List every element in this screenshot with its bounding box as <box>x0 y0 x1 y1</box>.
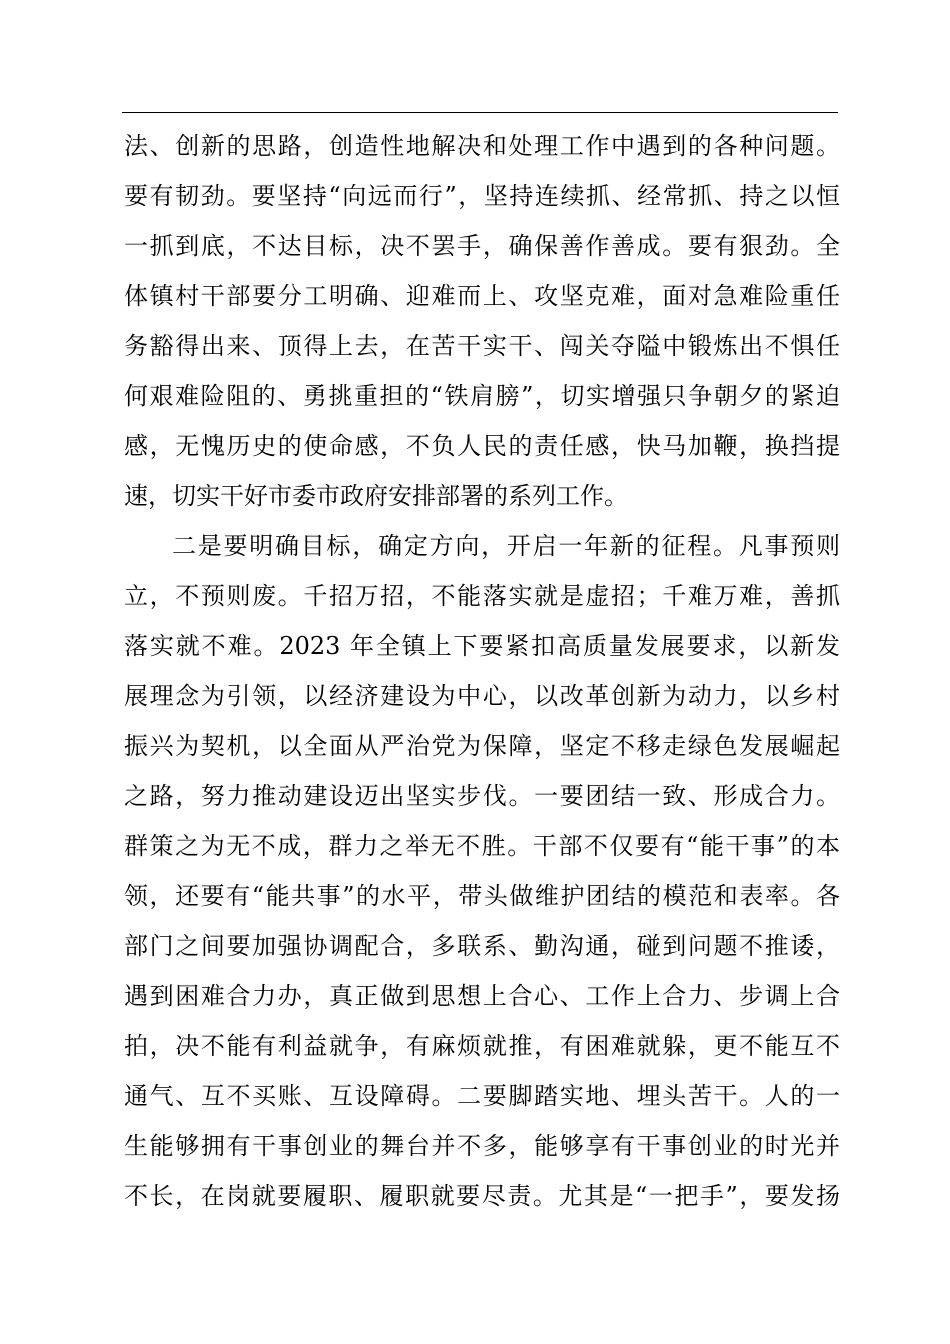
body-text <box>124 121 840 1221</box>
text-line: 领，还要有“能共事”的水平，带头做维护团结的模范和表率。各 <box>124 882 840 910</box>
text-line: 振兴为契机，以全面从严治党为保障，坚定不移走绿色发展崛起 <box>124 732 840 760</box>
text-line: 立，不预则废。千招万招，不能落实就是虚招；千难万难，善抓 <box>124 582 840 610</box>
text-line: 体镇村干部要分工明确、迎难而上、攻坚克难，面对急难险重任 <box>124 282 840 310</box>
text-line: 落实就不难。2023 年全镇上下要紧扣高质量发展要求，以新发 <box>124 632 840 660</box>
text-line: 不长，在岗就要履职、履职就要尽责。尤其是“一把手”，要发扬 <box>124 1182 840 1210</box>
header-rule <box>122 112 838 113</box>
text-line: 感，无愧历史的使命感，不负人民的责任感，快马加鞭，换挡提 <box>124 432 840 460</box>
text-line: 遇到困难合力办，真正做到思想上合心、工作上合力、步调上合 <box>124 982 840 1010</box>
text-line: 展理念为引领，以经济建设为中心，以改革创新为动力，以乡村 <box>124 682 840 710</box>
text-line: 一抓到底，不达目标，决不罢手，确保善作善成。要有狠劲。全 <box>124 232 840 260</box>
text-line: 拍，决不能有利益就争，有麻烦就推，有困难就躲，更不能互不 <box>124 1032 840 1060</box>
text-line: 部门之间要加强协调配合，多联系、勤沟通，碰到问题不推诿， <box>124 932 840 960</box>
text-line: 速，切实干好市委市政府安排部署的系列工作。 <box>124 482 628 510</box>
text-line: 法、创新的思路，创造性地解决和处理工作中遇到的各种问题。 <box>124 132 840 160</box>
text-line: 何艰难险阻的、勇挑重担的“铁肩膀”，切实增强只争朝夕的紧迫 <box>124 382 840 410</box>
text-line: 通气、互不买账、互设障碍。二要脚踏实地、埋头苦干。人的一 <box>124 1082 840 1110</box>
text-line: 生能够拥有干事创业的舞台并不多，能够享有干事创业的时光并 <box>124 1132 840 1160</box>
text-line: 要有韧劲。要坚持“向远而行”，坚持连续抓、经常抓、持之以恒 <box>124 182 840 210</box>
text-line: 群策之为无不成，群力之举无不胜。干部不仅要有“能干事”的本 <box>124 832 840 860</box>
text-line: 务豁得出来、顶得上去，在苦干实干、闯关夺隘中锻炼出不惧任 <box>124 332 840 360</box>
paragraph-first-line: 二是要明确目标，确定方向，开启一年新的征程。凡事预则 <box>172 532 840 560</box>
text-line: 之路，努力推动建设迈出坚实步伐。一要团结一致、形成合力。 <box>124 782 840 810</box>
